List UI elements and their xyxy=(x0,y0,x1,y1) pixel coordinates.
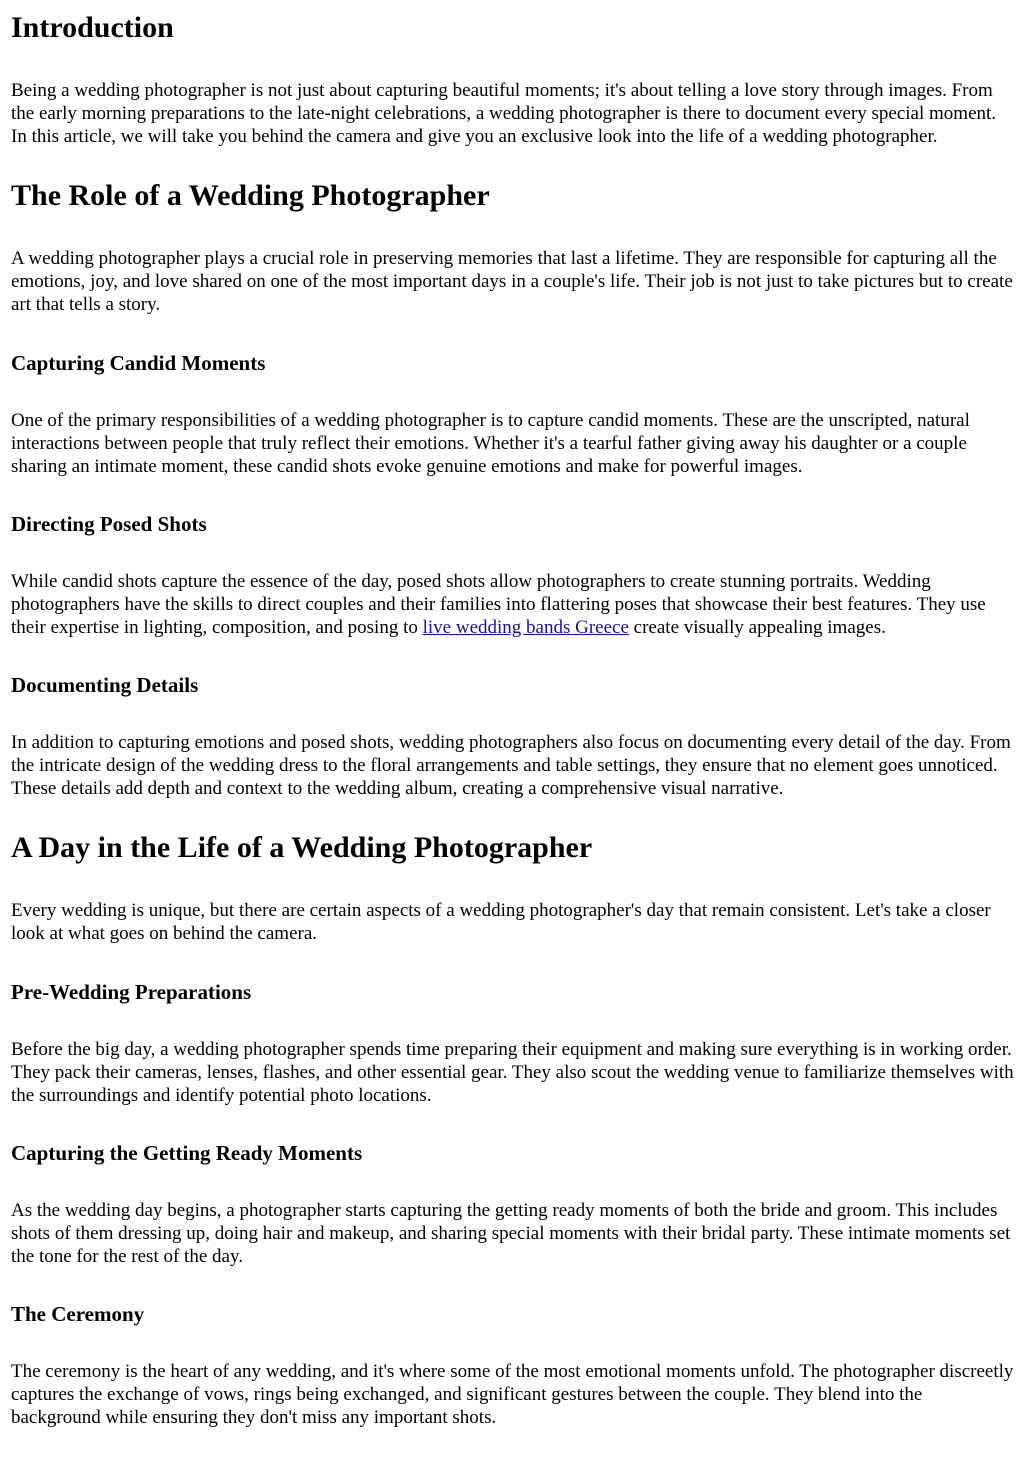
day-in-life-heading: A Day in the Life of a Wedding Photographer xyxy=(11,831,593,864)
introduction-heading: Introduction xyxy=(11,11,174,44)
role-heading: The Role of a Wedding Photographer xyxy=(11,179,490,212)
introduction-paragraph: Being a wedding photographer is not just about capturing beautiful moments; it's about telling a love story through images. From the early morning preparations to the late-night celebrations, a wedding photographer is there to document every special moment. In this article, we will take you behind the camera and give you an exclusive look into the life of a wedding photographer. xyxy=(11,80,997,147)
posed-shots-paragraph xyxy=(11,570,1014,639)
role-paragraph: A wedding photographer plays a crucial role in preserving memories that last a lifetime. They are responsible for capturing all the emotions, joy, and love shared on one of the most important days in a couple's life. Their job is not just to take pictures but to create art that tells a story. xyxy=(11,248,1013,315)
posed-shots-text-end: create visually appealing images. xyxy=(628,617,886,638)
ceremony-heading: The Ceremony xyxy=(11,1302,145,1326)
ceremony-paragraph: The ceremony is the heart of any wedding, and it's where some of the most emotional moments unfold. The photographer discreetly captures the exchange of vows, rings being exchanged, and significant gestures between the couple. They blend into the background while ensuring they don't miss any important shots. xyxy=(11,1361,1014,1428)
article xyxy=(0,10,1024,1429)
candid-moments-heading: Capturing Candid Moments xyxy=(11,351,266,375)
pre-wedding-heading: Pre-Wedding Preparations xyxy=(11,980,252,1004)
getting-ready-heading: Capturing the Getting Ready Moments xyxy=(11,1141,363,1165)
posed-shots-text-start: While candid shots capture the essence of the day, posed shots allow photographers to create stunning portraits. Wedding photographers have the skills to direct couples and their families into flattering poses that showcase their best features. They use their expertise in lighting, composition, and posing to xyxy=(11,571,986,638)
live-wedding-bands-link[interactable]: live wedding bands Greece xyxy=(422,617,629,638)
day-in-life-paragraph: Every wedding is unique, but there are certain aspects of a wedding photographer's day that remain consistent. Let's take a closer look at what goes on behind the camera. xyxy=(11,900,991,944)
getting-ready-paragraph: As the wedding day begins, a photographer starts capturing the getting ready moments of both the bride and groom. This includes shots of them dressing up, doing hair and makeup, and sharing special moments with their bridal party. These intimate moments set the tone for the rest of the day. xyxy=(11,1200,1011,1267)
pre-wedding-paragraph: Before the big day, a wedding photographer spends time preparing their equipment and making sure everything is in working order. They pack their cameras, lenses, flashes, and other essential gear. They also scout the wedding venue to familiarize themselves with the surroundings and identify potential photo locations. xyxy=(11,1039,1014,1106)
posed-shots-heading: Directing Posed Shots xyxy=(11,512,207,536)
documenting-details-heading: Documenting Details xyxy=(11,673,199,697)
candid-moments-paragraph: One of the primary responsibilities of a wedding photographer is to capture candid moments. These are the unscripted, natural interactions between people that truly reflect their emotions. Whether it's a tearful father giving away his daughter or a couple sharing an intimate moment, these candid shots evoke genuine emotions and make for powerful images. xyxy=(11,410,970,477)
documenting-details-paragraph: In addition to capturing emotions and posed shots, wedding photographers also focus on documenting every detail of the day. From the intricate design of the wedding dress to the floral arrangements and table settings, they ensure that no element goes unnoticed. These details add depth and context to the wedding album, creating a comprehensive visual narrative. xyxy=(11,732,1011,799)
